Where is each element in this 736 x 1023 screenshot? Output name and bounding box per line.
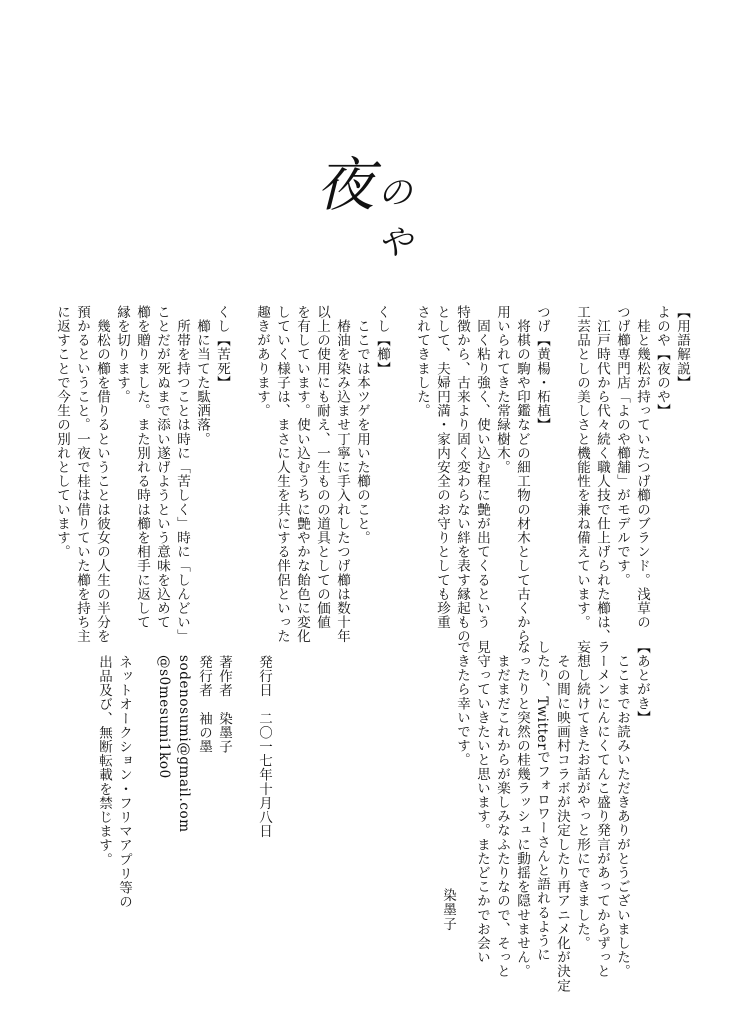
glossary-line: 特徴から、古来より固く変わらない絆を表す縁起もの — [454, 305, 470, 644]
glossary-line: つげ櫛専門店「よのや櫛舗」がモデルです。 — [614, 305, 630, 587]
glossary-line: 縁を切ります。 — [114, 305, 130, 404]
glossary-line: 桂と幾松が持っていたつげ櫛のブランド。浅草の — [634, 305, 650, 630]
glossary-line: 預かるということ。一夜で桂は借りていた櫛を持ち主 — [74, 305, 90, 644]
book-title — [310, 150, 430, 263]
glossary-line: 【用語解説】 — [674, 305, 690, 390]
glossary-line: くし【櫛】 — [374, 305, 390, 376]
glossary-line — [552, 305, 572, 625]
colophon-line: 発行者 袖の墨 — [196, 655, 212, 754]
afterword-line: ラーメンにんにくてんこ盛り発言があってからずっと — [594, 640, 610, 979]
glossary-line: よのや【夜のや】 — [654, 305, 670, 418]
colophon-line — [234, 655, 254, 895]
colophon-line — [134, 655, 154, 895]
title-main: 夜 — [316, 151, 375, 219]
afterword-line: 見守っていきたいと思います。またどこかでお会い — [474, 640, 490, 965]
glossary-line: されてきました。 — [414, 305, 430, 418]
glossary-line: 椿油を染み込ませ丁寧に手入れしたつげ櫛は数十年 — [334, 305, 350, 644]
afterword-line: なったりと突然の桂幾ラッシュに動揺を隠せません。 — [514, 640, 530, 979]
title-sub: のや — [378, 173, 412, 263]
colophon-line: @s0mesumi1ko0 — [156, 655, 172, 779]
glossary-line: を有しています。使い込むうちに艶やかな飴色に変化 — [294, 305, 310, 644]
colophon-line: 発行日 二〇一七年十月八日 — [256, 655, 272, 839]
glossary-line: 固く粘り強く、使い込む程に艶が出てくるという — [474, 305, 490, 630]
glossary-line: 櫛を贈りました。また別れる時は櫛を相手に返して — [134, 305, 150, 630]
afterword-line: ここまでお読みいただきありがとうございました。 — [614, 640, 630, 979]
glossary-line: 趣きがあります。 — [254, 305, 270, 418]
glossary-line: ことだが死ぬまで添い遂げようという意味を込めて — [154, 305, 170, 630]
glossary-line: 工芸品としの美しさと機能性を兼ね備えています。 — [574, 305, 590, 630]
glossary-line: 所帯を持つことは時に「苦しく」時に「しんどい」 — [174, 305, 190, 644]
glossary-line: 以上の使用にも耐え、一生ものの道具としての価値 — [314, 305, 330, 630]
afterword-line: したり、Twitterでフォロワーさんと語れるように — [534, 640, 550, 962]
glossary-line: に返すことで今生の別れとしています。 — [54, 305, 70, 559]
glossary-line: していく様子は、まさに人生を共にする伴侶といった — [274, 305, 290, 644]
glossary-line: 櫛に当てた駄洒落。 — [194, 305, 210, 446]
glossary-line: 江戸時代から代々続く職人技で仕上げられた櫛は、 — [594, 305, 610, 644]
glossary-line — [232, 305, 252, 625]
glossary-line: 幾松の櫛を借りるということは彼女の人生の半分を — [94, 305, 110, 644]
colophon-line: 著作者 染墨子 — [216, 655, 232, 754]
glossary-line — [392, 305, 412, 625]
colophon-line: ネットオークション・フリマアプリ等の — [116, 655, 132, 909]
glossary-line: として、夫婦円満・家内安全のお守りとしても珍重 — [434, 305, 450, 630]
afterword-line: できたら幸いです。 — [454, 640, 470, 767]
glossary-line: 将棋の駒や印鑑などの細工物の材木として古くから — [514, 305, 530, 644]
glossary-section — [52, 305, 692, 644]
afterword-signature: 染墨子 — [440, 888, 456, 932]
afterword-section — [452, 640, 652, 993]
afterword-line: 【あとがき】 — [634, 640, 650, 725]
glossary-line: ここでは本ツゲを用いた櫛のこと。 — [354, 305, 370, 545]
afterword-line: その間に映画村コラボが決定したり再アニメ化が決定 — [554, 640, 570, 993]
glossary-line: くし【苦死】 — [214, 305, 230, 390]
glossary-line: 用いられてきた常緑樹木。 — [494, 305, 510, 475]
colophon-section — [94, 655, 274, 909]
colophon-line: 出品及び、無断転載を禁じます。 — [96, 655, 112, 867]
afterword-line: まだまだこれからが楽しみなふたりなので、そっと — [494, 640, 510, 979]
colophon-line: sodenosumi@gmail.com — [176, 655, 192, 833]
afterword-line: 妄想し続けてきたお話がやっと形にできました。 — [574, 640, 590, 951]
glossary-line: つげ【黄楊・柘植】 — [534, 305, 550, 432]
